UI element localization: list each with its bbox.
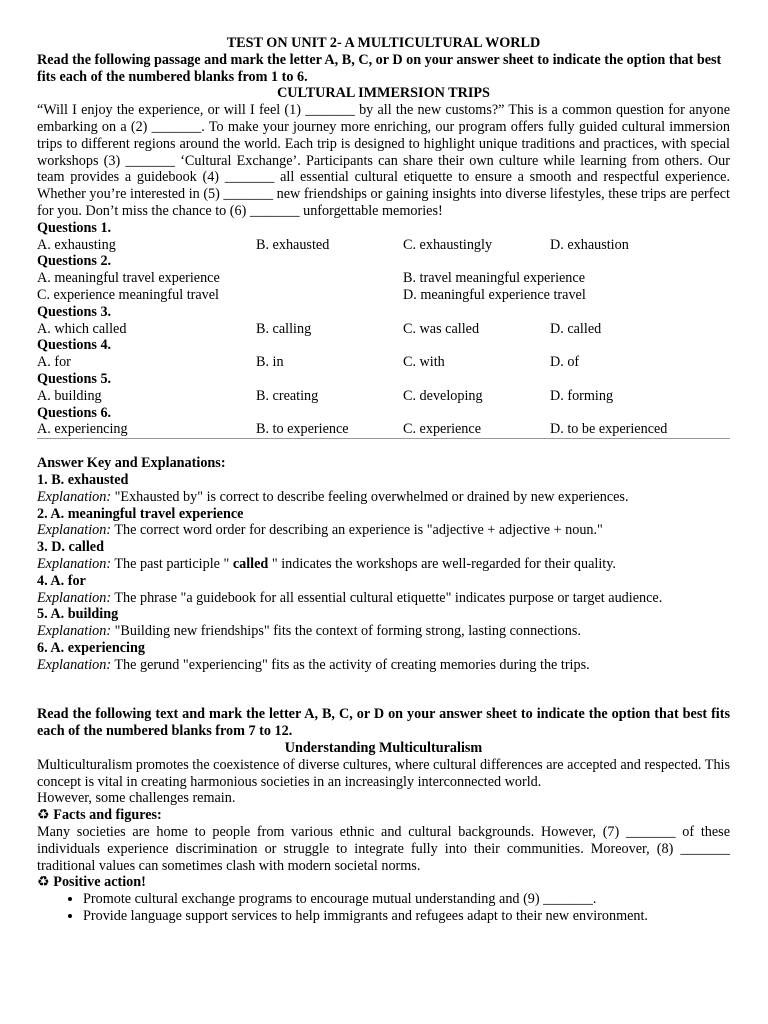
question-label: Questions 4. xyxy=(37,337,112,354)
explanation-highlight: called xyxy=(232,555,269,572)
explanation-label: Explanation: xyxy=(37,623,112,640)
answer-item: 2. A. meaningful travel experience xyxy=(37,505,244,522)
answer-item: 6. A. experiencing xyxy=(37,639,145,656)
document-title: TEST ON UNIT 2- A MULTICULTURAL WORLD xyxy=(226,35,541,51)
section2-intro: Multiculturalism promotes the coexistence of diverse cultures, where cultural differences are accepted and respected. This concept is vital in creating harmonious societies in an increasingly interconnected world. xyxy=(37,756,730,790)
action-list xyxy=(37,891,730,925)
explanation-label: Explanation: xyxy=(37,656,112,673)
explanation-label: Explanation: xyxy=(37,555,112,572)
option-b: B. in xyxy=(256,354,284,371)
section2-instructions: Read the following text and mark the letter A, B, C, or D on your answer sheet to indicate the option that best fits each of the numbered blanks from 7 to 12. xyxy=(37,706,730,740)
question-options xyxy=(37,237,730,254)
question-label: Questions 2. xyxy=(37,253,112,270)
section1-instructions: Read the following passage and mark the letter A, B, C, or D on your answer sheet to indicate the option that best fits each of the numbered blanks from 1 to 6. xyxy=(37,51,722,85)
option-d: D. forming xyxy=(550,387,614,404)
explanation-label: Explanation: xyxy=(37,589,112,606)
list-item: • Provide language support services to help immigrants and refugees adapt to their new environment. xyxy=(83,908,730,925)
explanation-label: Explanation: xyxy=(37,522,112,539)
option-a: A. for xyxy=(37,354,71,371)
recycle-icon: ♻ xyxy=(37,807,50,824)
action-heading-text: Positive action! xyxy=(53,874,146,891)
option-c: C. exhaustingly xyxy=(403,236,493,253)
explanation-text: The past participle " xyxy=(111,555,233,572)
question-label: Questions 6. xyxy=(37,404,112,421)
explanation xyxy=(37,556,730,573)
answer-key-heading: Answer Key and Explanations: xyxy=(37,455,226,472)
option-d: D. exhaustion xyxy=(550,236,629,253)
section2 xyxy=(37,706,730,924)
option-c: C. experience xyxy=(403,421,481,438)
option-d: D. meaningful experience travel xyxy=(403,286,586,303)
explanation xyxy=(37,522,730,539)
option-a: A. meaningful travel experience xyxy=(37,270,220,287)
recycle-icon: ♻ xyxy=(37,874,50,891)
explanation-text: The phrase "a guidebook for all essential cultural etiquette" indicates purpose or target audience. xyxy=(111,589,663,606)
question-options xyxy=(37,354,730,371)
explanation xyxy=(37,590,730,607)
answer-item: 5. A. building xyxy=(37,606,119,623)
option-c: C. developing xyxy=(403,387,483,404)
explanation-text: The correct word order for describing an experience is "adjective + adjective + noun." xyxy=(111,522,603,539)
question-options xyxy=(37,287,730,304)
explanation xyxy=(37,489,730,506)
question-label: Questions 3. xyxy=(37,303,112,320)
document-page xyxy=(37,35,730,925)
explanation-text: The gerund "experiencing" fits as the activity of creating memories during the trips. xyxy=(111,656,590,673)
option-b: B. calling xyxy=(256,320,312,337)
explanation xyxy=(37,623,730,640)
option-b: B. travel meaningful experience xyxy=(403,270,585,287)
explanation-label: Explanation: xyxy=(37,488,112,505)
question-options xyxy=(37,388,730,405)
facts-heading-text: Facts and figures: xyxy=(53,807,162,824)
question-label: Questions 5. xyxy=(37,370,112,387)
answer-item: 4. A. for xyxy=(37,572,86,589)
answer-item: 1. B. exhausted xyxy=(37,471,129,488)
explanation-text: "Building new friendships" fits the context of forming strong, lasting connections. xyxy=(111,623,581,640)
option-a: A. building xyxy=(37,387,102,404)
answer-key xyxy=(37,455,730,673)
explanation xyxy=(37,657,730,674)
option-a: A. experiencing xyxy=(37,421,128,438)
option-c: C. was called xyxy=(403,320,480,337)
option-d: D. of xyxy=(550,354,580,371)
section1-passage: “Will I enjoy the experience, or will I feel (1) _______ by all the new customs?” This is a common question for anyone embarking on a (2) _______. To make your journey more enriching, our program offers fully guided cultural immersion trips to different regions around the world. Each trip is designed to highlight unique traditions and practices, with special workshops (3) _______ ‘Cultural Exchange’. Participants can share their own culture while learning from others. Our team provides a guidebook (4) _______ all essential cultural etiquette to ensure a smooth and respectful experience. Whether you’re interested in (5) _______ new friendships or gaining insights into diverse lifestyles, these trips are perfect for you. Don’t miss the chance to (6) _______ unforgettable memories! xyxy=(37,102,730,219)
section1-passage-title: CULTURAL IMMERSION TRIPS xyxy=(277,85,490,102)
option-b: B. exhausted xyxy=(256,236,330,253)
question-options xyxy=(37,270,730,287)
question-list xyxy=(37,220,730,439)
explanation-text: "Exhausted by" is correct to describe feeling overwhelmed or drained by new experiences. xyxy=(111,488,629,505)
option-a: A. which called xyxy=(37,320,127,337)
section2-passage-title: Understanding Multiculturalism xyxy=(284,740,483,757)
option-d: D. to be experienced xyxy=(550,421,668,438)
spacer xyxy=(37,673,730,706)
option-b: B. to experience xyxy=(256,421,349,438)
option-c: C. experience meaningful travel xyxy=(37,286,219,303)
option-b: B. creating xyxy=(256,387,319,404)
facts-heading xyxy=(37,807,730,824)
question-options xyxy=(37,421,730,439)
question-label: Questions 1. xyxy=(37,219,112,236)
section2-intro-tail: However, some challenges remain. xyxy=(37,790,236,807)
option-c: C. with xyxy=(403,354,445,371)
option-d: D. called xyxy=(550,320,602,337)
facts-text: Many societies are home to people from various ethnic and cultural backgrounds. However, (7) _______ of these individuals experience discrimination or struggle to integrate fully into their communities. Moreover, (8) _______ traditional values can sometimes clash with modern societal norms. xyxy=(37,824,730,874)
list-item: • Promote cultural exchange programs to encourage mutual understanding and (9) _______. xyxy=(83,891,730,908)
action-heading xyxy=(37,874,730,891)
question-options xyxy=(37,321,730,338)
explanation-text: " indicates the workshops are well-regarded for their quality. xyxy=(268,555,616,572)
option-a: A. exhausting xyxy=(37,236,116,253)
answer-item: 3. D. called xyxy=(37,539,104,556)
